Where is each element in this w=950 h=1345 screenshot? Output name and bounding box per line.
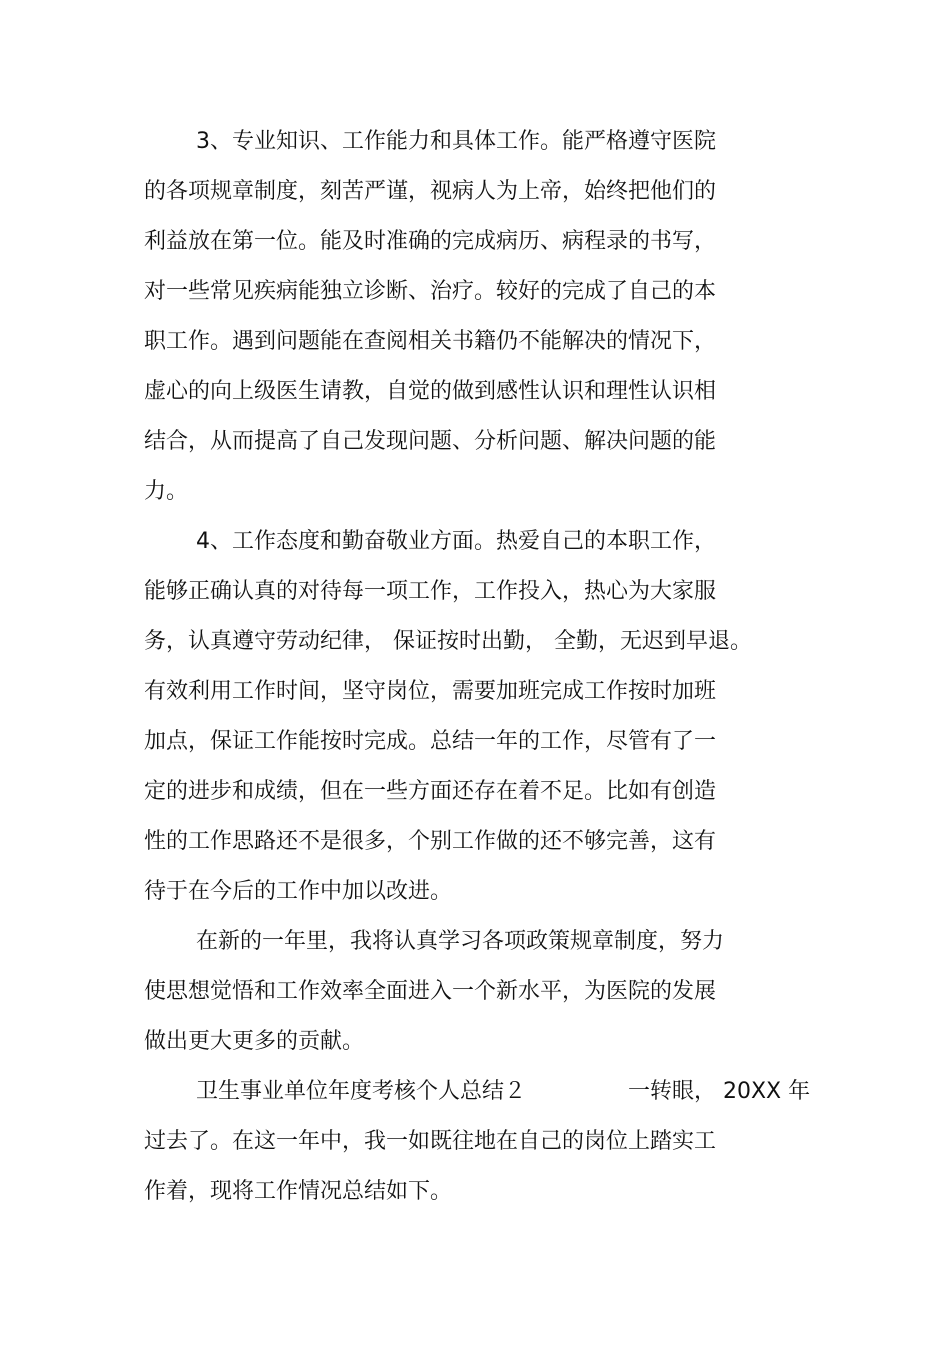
closing-line-1: 在新的一年里，我将认真学习各项政策规章制度，努力: [196, 929, 725, 954]
paragraph-3-line-2: 的各项规章制度，刻苦严谨，视病人为上帝，始终把他们的: [144, 179, 717, 204]
paragraph-4-line-4: 有效利用工作时间，坚守岗位，需要加班完成工作按时加班: [144, 679, 717, 704]
paragraph-3-line-8: 力。: [144, 479, 189, 504]
paragraph-4-line-5: 加点，保证工作能按时完成。总结一年的工作，尽管有了一: [144, 729, 717, 754]
closing-line-3: 做出更大更多的贡献。: [144, 1029, 365, 1054]
paragraph-3-line-5: 职工作。遇到问题能在查阅相关书籍仍不能解决的情况下，: [144, 329, 717, 354]
paragraph-3-line-6: 虚心的向上级医生请教，自觉的做到感性认识和理性认识相: [144, 379, 717, 404]
section-line-3: 作着，现将工作情况总结如下。: [144, 1179, 453, 1204]
paragraph-3-line-3: 利益放在第一位。能及时准确的完成病历、病程录的书写，: [144, 229, 717, 254]
closing-line-2: 使思想觉悟和工作效率全面进入一个新水平，为医院的发展: [144, 979, 717, 1004]
paragraph-4-line-2: 能够正确认真的对待每一项工作，工作投入，热心为大家服: [144, 579, 717, 604]
paragraph-4-line-7: 性的工作思路还不是很多，个别工作做的还不够完善，这有: [144, 829, 717, 854]
section-line-2: 过去了。在这一年中，我一如既往地在自己的岗位上踏实工: [144, 1129, 717, 1154]
section-heading-continuation: 一转眼， 20XX 年: [628, 1079, 811, 1104]
section-heading: 卫生事业单位年度考核个人总结２: [196, 1079, 527, 1104]
paragraph-3-line-7: 结合，从而提高了自己发现问题、分析问题、解决问题的能: [144, 429, 717, 454]
paragraph-4-line-1: 4、工作态度和勤奋敬业方面。热爱自己的本职工作，: [196, 529, 716, 554]
paragraph-3-line-1: 3、专业知识、工作能力和具体工作。能严格遵守医院: [196, 129, 716, 154]
paragraph-4-line-8: 待于在今后的工作中加以改进。: [144, 879, 453, 904]
paragraph-3-line-4: 对一些常见疾病能独立诊断、治疗。较好的完成了自己的本: [144, 279, 717, 304]
paragraph-4-line-6: 定的进步和成绩，但在一些方面还存在着不足。比如有创造: [144, 779, 717, 804]
paragraph-4-line-3: 务，认真遵守劳动纪律， 保证按时出勤， 全勤，无迟到早退。: [144, 629, 752, 654]
